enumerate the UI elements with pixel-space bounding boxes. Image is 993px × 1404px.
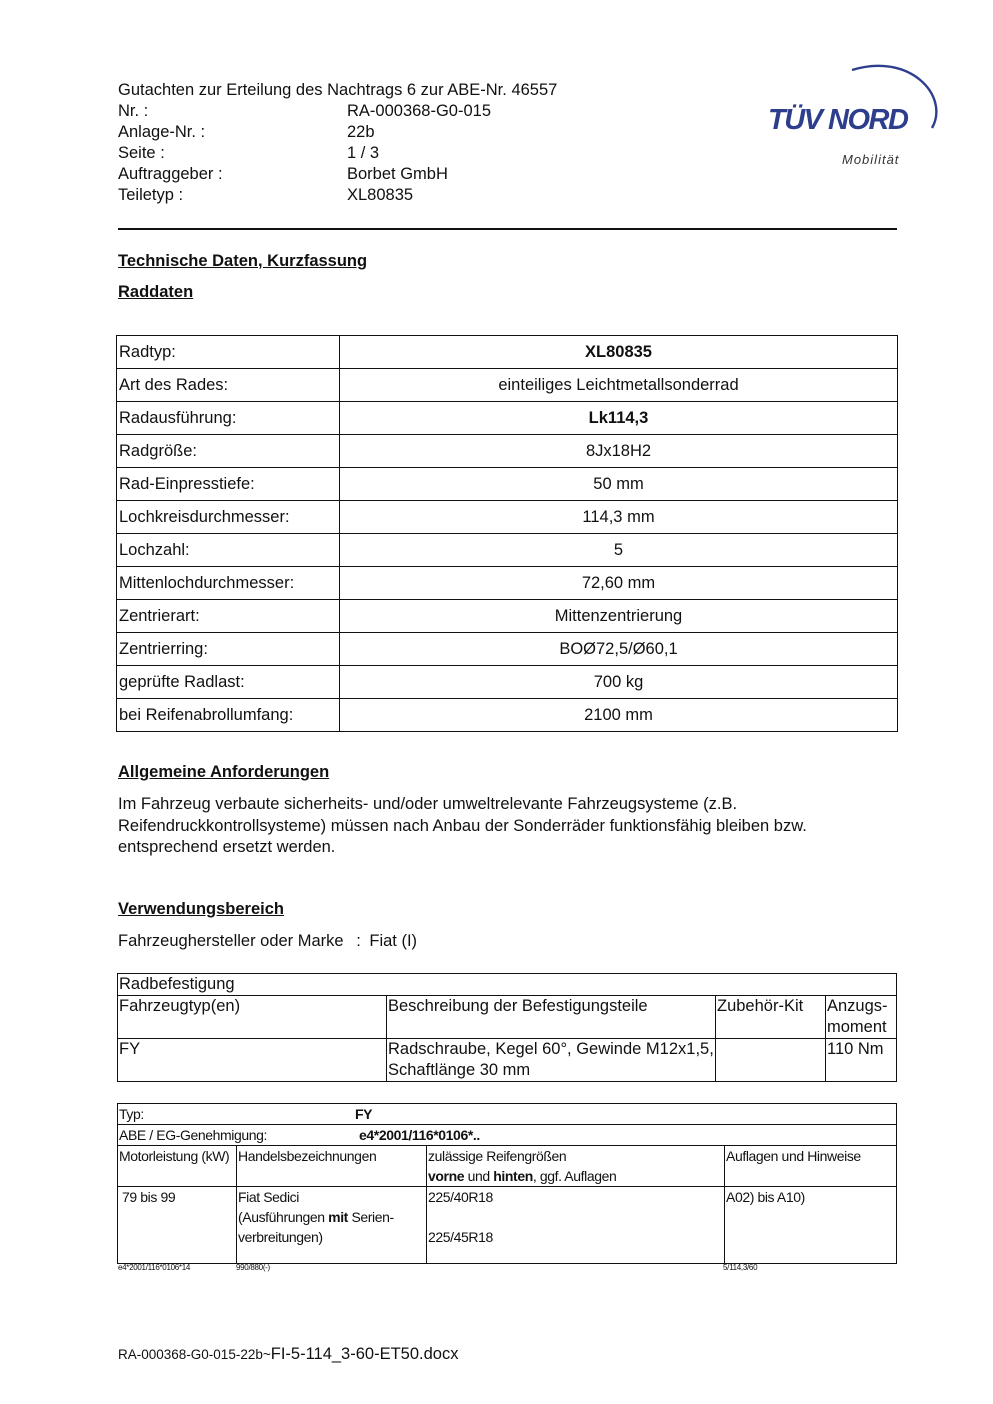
typ-footnote-3: 5/114,3/60: [723, 1263, 758, 1272]
cell-fahrzeugtyp: FY: [118, 1039, 387, 1082]
reifen-header-und: und: [464, 1168, 494, 1184]
cell-value: 8Jx18H2: [340, 435, 898, 468]
header-value: RA-000368-G0-015: [347, 102, 492, 120]
cell-label: Radtyp:: [117, 336, 340, 369]
footer-filename: FI-5-114_3-60-ET50.docx: [270, 1345, 459, 1363]
header-row-auftraggeber: [118, 164, 557, 185]
cell-label: Lochzahl:: [117, 534, 340, 567]
table-row: [117, 336, 898, 369]
typ-row: [118, 1104, 897, 1125]
table-row: [117, 468, 898, 501]
header-row-teiletyp: [118, 185, 557, 206]
abe-row: [118, 1125, 897, 1146]
logo-subtitle: Mobilität: [842, 152, 900, 167]
cell-value: 50 mm: [340, 468, 898, 501]
header-label: Anlage-Nr. :: [118, 123, 206, 141]
section-title-allgemein: Allgemeine Anforderungen: [118, 763, 330, 781]
radbefestigung-title: Radbefestigung: [118, 974, 897, 996]
table-row: [117, 501, 898, 534]
typ-table: [117, 1103, 897, 1264]
cell-value: einteiliges Leichtmetallsonderrad: [340, 369, 898, 402]
cell-value: 114,3 mm: [340, 501, 898, 534]
header-anzugsmoment: Anzugs-moment: [826, 996, 897, 1039]
section-title-raddaten: Raddaten: [118, 283, 194, 301]
cell-zubehoer: [716, 1039, 826, 1082]
header-value: 22b: [347, 123, 375, 141]
table-row: [117, 567, 898, 600]
abe-value: e4*2001/116*0106*..: [359, 1127, 480, 1143]
cell-label: Radausführung:: [117, 402, 340, 435]
cell-anzugsmoment: 110 Nm: [826, 1039, 897, 1082]
reifen-header-rest: , ggf. Auflagen: [532, 1168, 617, 1184]
reifen-header-line1: zulässige Reifengrößen: [428, 1148, 567, 1164]
cell-value: Lk114,3: [340, 402, 898, 435]
reifen-2: 225/45R18: [428, 1229, 493, 1245]
header-label: Auftraggeber :: [118, 165, 223, 183]
hersteller-line: [118, 931, 908, 953]
table-row: [117, 699, 898, 732]
cell-label: Lochkreisdurchmesser:: [117, 501, 340, 534]
table-header-row: [118, 1146, 897, 1187]
abe-cell: [118, 1125, 897, 1146]
table-row: [117, 402, 898, 435]
footer-prefix: RA-000368-G0-015-22b~: [118, 1347, 271, 1362]
raddaten-table: [116, 335, 898, 732]
radbefestigung-table: [117, 973, 897, 1082]
table-row: [117, 534, 898, 567]
cell-value: Mittenzentrierung: [340, 600, 898, 633]
tuv-nord-logo: TÜV NORD: [768, 104, 908, 136]
header-row-seite: [118, 143, 557, 164]
table-row: [117, 435, 898, 468]
header-fahrzeugtyp: Fahrzeugtyp(en): [118, 996, 387, 1039]
cell-auflagen: A02) bis A10): [725, 1187, 897, 1264]
hersteller-label: Fahrzeughersteller oder Marke: [118, 932, 344, 950]
cell-label: Zentrierring:: [117, 633, 340, 666]
abe-label: ABE / EG-Genehmigung:: [119, 1127, 268, 1143]
cell-label: Mittenlochdurchmesser:: [117, 567, 340, 600]
cell-value: 5: [340, 534, 898, 567]
header-row-anlage: [118, 122, 557, 143]
cell-handel: [237, 1187, 427, 1264]
table-row: [118, 1039, 897, 1082]
typ-footnote-2: 990/880(-): [236, 1263, 270, 1272]
cell-value: 2100 mm: [340, 699, 898, 732]
handel-line2a: (Ausführungen: [238, 1209, 329, 1225]
handel-line2c: Serien-: [347, 1209, 394, 1225]
cell-value: XL80835: [340, 336, 898, 369]
cell-leistung: 79 bis 99: [118, 1187, 237, 1264]
cell-value: BOØ72,5/Ø60,1: [340, 633, 898, 666]
typ-cell: [118, 1104, 897, 1125]
header-beschreibung: Beschreibung der Befestigungsteile: [387, 996, 716, 1039]
cell-label: geprüfte Radlast:: [117, 666, 340, 699]
typ-value: FY: [355, 1106, 373, 1122]
reifen-1: 225/40R18: [428, 1189, 493, 1205]
header-zubehoer: Zubehör-Kit: [716, 996, 826, 1039]
header-row-nr: [118, 101, 557, 122]
header-leistung: Motorleistung (kW): [118, 1146, 237, 1187]
reifen-header-hinten: hinten: [493, 1168, 533, 1184]
allgemein-paragraph: Im Fahrzeug verbaute sicherheits- und/oder umweltrelevante Fahrzeugsysteme (z.B. Reifendruckkontrollsysteme) müssen nach Anbau der Sonderräder funktionsfähig bleiben bzw. entsprechend ersetzt werden.: [118, 795, 807, 856]
section-title-verwendung: Verwendungsbereich: [118, 900, 284, 918]
header-label: Teiletyp :: [118, 186, 184, 204]
typ-label: Typ:: [119, 1106, 144, 1122]
reifen-header-vorne: vorne: [428, 1168, 465, 1184]
header-handel: Handelsbezeichnungen: [237, 1146, 427, 1187]
hersteller-separator: :: [356, 932, 361, 950]
cell-label: Zentrierart:: [117, 600, 340, 633]
handel-line2b: mit: [328, 1209, 348, 1225]
header-auflagen: Auflagen und Hinweise: [725, 1146, 897, 1187]
header-value: Borbet GmbH: [347, 165, 448, 183]
header-label: Seite :: [118, 144, 165, 162]
cell-label: Art des Rades:: [117, 369, 340, 402]
table-row: [118, 1187, 897, 1264]
header-divider: [118, 228, 897, 230]
page-footer: [118, 1345, 458, 1364]
hersteller-value: Fiat (I): [369, 932, 418, 950]
table-row: [118, 974, 897, 996]
header-value: XL80835: [347, 186, 414, 204]
handel-line3: verbreitungen): [238, 1229, 323, 1245]
cell-reifen: [427, 1187, 725, 1264]
cell-value: 700 kg: [340, 666, 898, 699]
document-title: Gutachten zur Erteilung des Nachtrags 6 zur ABE-Nr. 46557: [118, 81, 558, 99]
table-row: [117, 666, 898, 699]
typ-footnote-1: e4*2001/116*0106*14: [118, 1263, 191, 1272]
table-header-row: [118, 996, 897, 1039]
table-row: [117, 633, 898, 666]
cell-beschreibung: Radschraube, Kegel 60°, Gewinde M12x1,5, Schaftlänge 30 mm: [387, 1039, 716, 1082]
cell-label: bei Reifenabrollumfang:: [117, 699, 340, 732]
cell-value: 72,60 mm: [340, 567, 898, 600]
cell-label: Radgröße:: [117, 435, 340, 468]
table-row: [117, 600, 898, 633]
header-value: 1 / 3: [347, 144, 380, 162]
header-label: Nr. :: [118, 102, 149, 120]
table-row: [117, 369, 898, 402]
header-reifen: [427, 1146, 725, 1187]
cell-label: Rad-Einpresstiefe:: [117, 468, 340, 501]
handel-line1: Fiat Sedici: [238, 1189, 299, 1205]
document-header: [118, 80, 557, 206]
section-title-tech: Technische Daten, Kurzfassung: [118, 252, 368, 270]
